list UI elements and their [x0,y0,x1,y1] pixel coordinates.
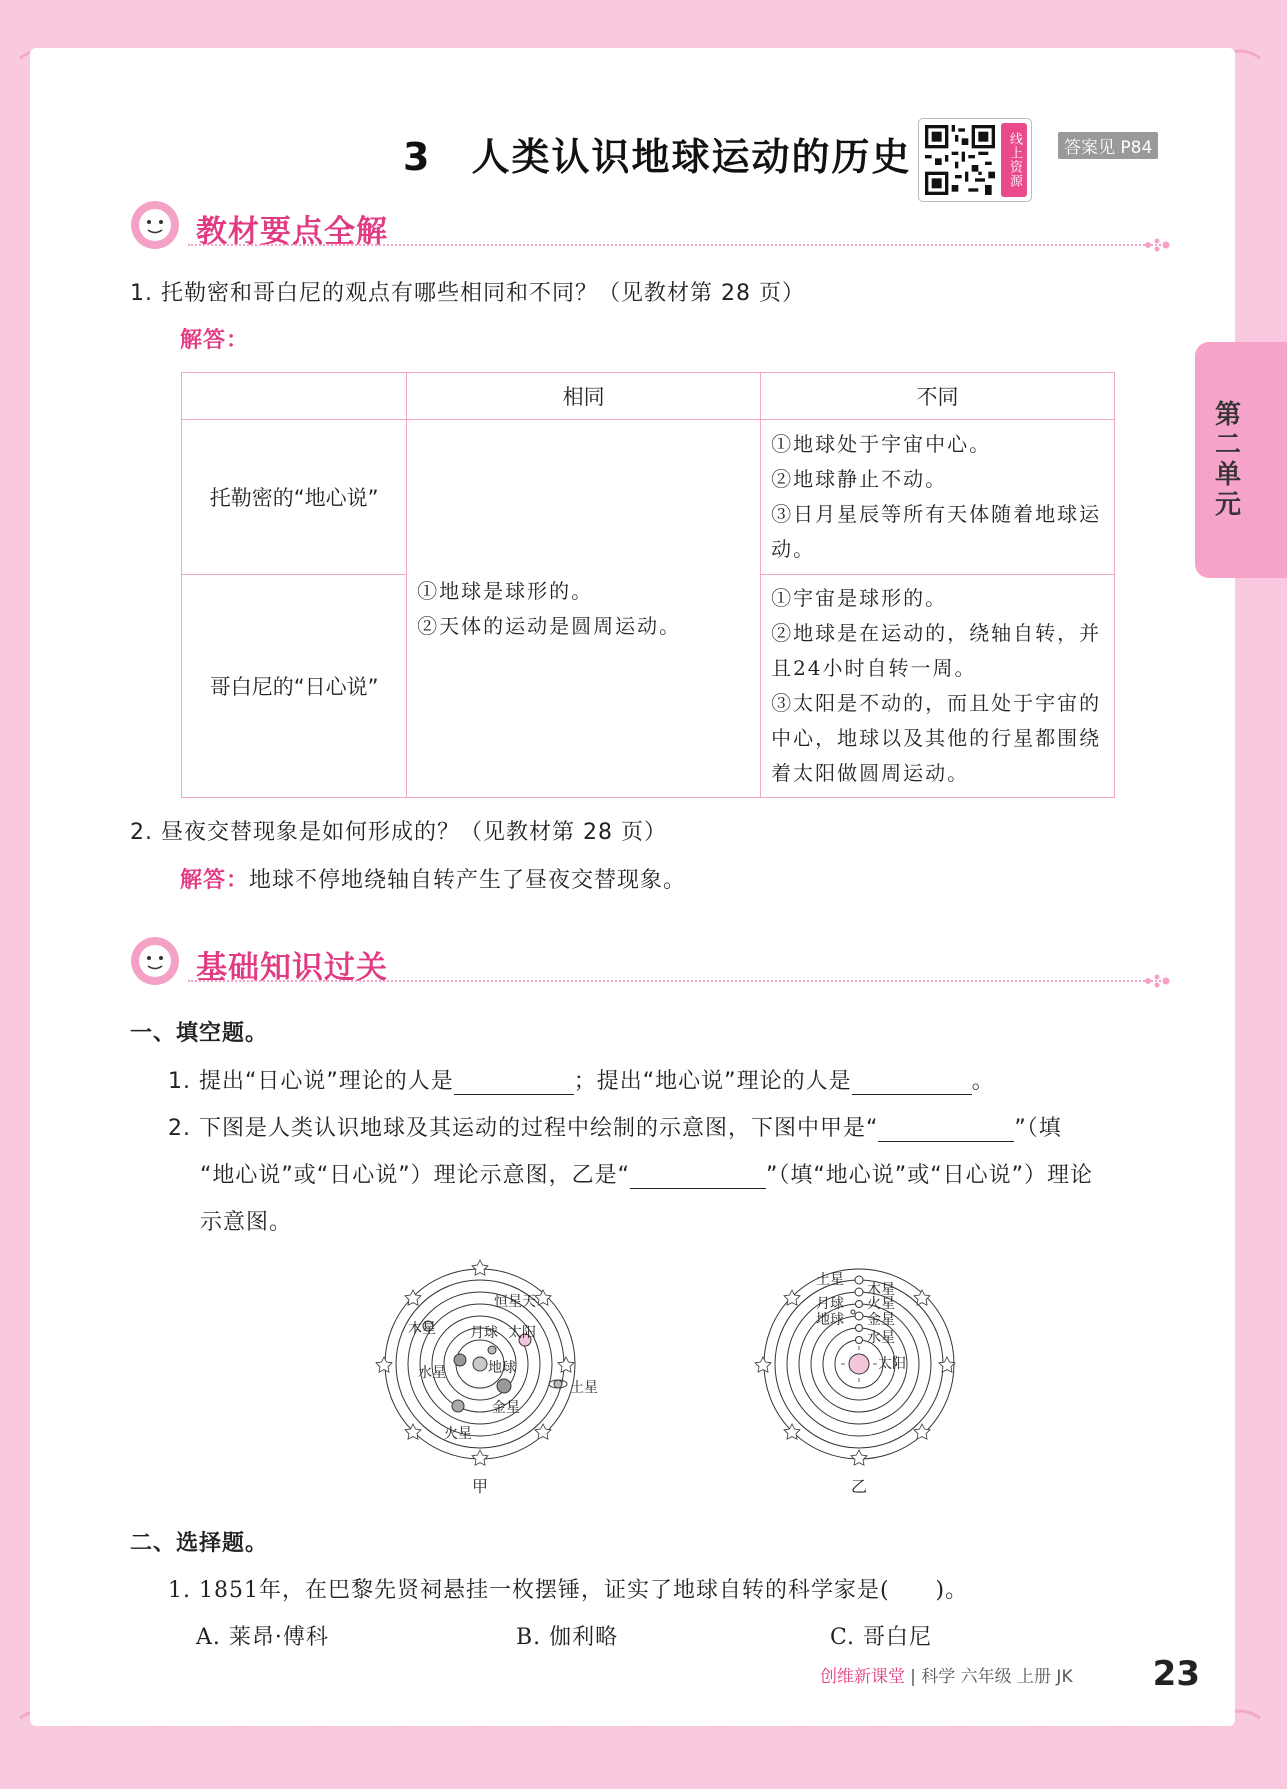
diff-item: ②地球静止不动。 [771,467,948,491]
label-jupiter: 木星 [867,1282,895,1298]
label-jupiter: 木星 [408,1321,436,1337]
question-2: 2. 昼夜交替现象是如何形成的？（见教材第 28 页） [130,820,667,845]
question-1: 1. 托勒密和哥白尼的观点有哪些相同和不同？（见教材第 28 页） [130,281,805,306]
diagram-yi [754,1254,964,1504]
cell-diff-geocentric [761,420,1115,575]
fill-2-text-b: ”（填 [1014,1116,1062,1141]
fill-2-text-c: “地心说”或“日心说”）理论示意图，乙是“ [200,1163,630,1188]
section-title-key-points: 教材要点全解 [196,214,388,250]
fill-question-2-line2 [200,1158,1093,1189]
answer-2 [180,863,686,894]
cell-same [407,420,761,798]
table-header-same: 相同 [407,373,761,420]
qr-resource[interactable] [918,118,1032,202]
dots-decoration-icon [1142,236,1172,254]
diff-item: ②地球是在运动的，绕轴自转，并且24小时自转一周。 [771,621,1102,680]
label-venus: 金星 [492,1400,520,1416]
label-mars: 火星 [444,1426,472,1442]
fill-2-text-d: ”（填“地心说”或“日心说”）理论 [766,1163,1093,1188]
page-footer [820,1654,1200,1702]
same-item: ②天体的运动是圆周运动。 [417,613,682,638]
section-title-basics: 基础知识过关 [196,950,388,986]
table-header-diff: 不同 [761,373,1115,420]
answer-label-1: 解答： [180,328,250,353]
blank-geocentric-proposer[interactable] [852,1070,972,1095]
label-mercury: 水星 [418,1365,446,1381]
footer-brand: 创维新课堂 [820,1667,905,1687]
answer-reference-badge: 答案见 P84 [1058,132,1158,159]
row-label-heliocentric: 哥白尼的“日心说” [182,575,407,798]
label-earth: 地球 [816,1312,844,1328]
blank-heliocentric-proposer[interactable] [454,1070,574,1095]
label-sun: 太阳 [878,1356,906,1372]
label-earth: 地球 [488,1360,516,1376]
answer-2-text: 地球不停地绕轴自转产生了昼夜交替现象。 [249,868,687,893]
model-diagrams [0,1254,1287,1494]
fill-1-text-c: 。 [971,1069,995,1094]
lesson-title: 3 人类认识地球运动的历史 [403,135,912,179]
label-saturn: 土星 [816,1272,844,1288]
diagram-caption-jia: 甲 [471,1477,489,1496]
table-header-empty [182,373,407,420]
qr-tag-label: 线上资源 [1001,123,1027,197]
option-a[interactable]: A. 莱昂·傅科 [196,1625,329,1650]
table-row [182,420,1115,575]
label-sun: 太阳 [508,1325,536,1341]
qr-code-icon [925,125,995,195]
row-label-geocentric: 托勒密的“地心说” [182,420,407,575]
label-mars: 火星 [867,1296,895,1312]
fill-1-text-a: 1. 提出“日心说”理论的人是 [168,1069,454,1094]
label-saturn: 土星 [570,1380,598,1396]
fill-question-2-line1 [168,1111,1062,1142]
part-multiple-choice: 二、选择题。 [130,1531,269,1556]
section-divider [188,980,1168,982]
diff-item: ①地球处于宇宙中心。 [771,432,992,456]
part-fill-blank: 一、填空题。 [130,1021,269,1046]
comparison-table [181,372,1115,798]
title-row [0,118,1287,198]
unit-side-tab-label: 第二单元 [1210,400,1241,520]
label-fixed-stars: 恒星天 [494,1294,536,1310]
section-head-basics [128,934,1168,994]
cell-diff-heliocentric [761,575,1115,798]
dots-decoration-icon [1142,972,1172,990]
diff-item: ③日月星辰等所有天体随着地球运动。 [771,502,1102,561]
diff-item: ①宇宙是球形的。 [771,586,948,610]
option-b[interactable]: B. 伽利略 [516,1625,619,1650]
choice-question-1: 1. 1851年，在巴黎先贤祠悬挂一枚摆锤，证实了地球自转的科学家是( )。 [168,1578,969,1603]
section-head-key-points [128,198,1168,258]
blank-jia-theory[interactable] [878,1117,1014,1142]
mascot-icon [128,198,186,252]
diagram-jia [380,1254,598,1504]
section-divider [188,244,1168,246]
diff-item: ③太阳是不动的，而且处于宇宙的中心，地球以及其他的行星都围绕着太阳做圆周运动。 [771,691,1102,785]
option-c[interactable]: C. 哥白尼 [830,1625,933,1650]
fill-question-2-line3: 示意图。 [200,1210,293,1235]
diagram-caption-yi: 乙 [850,1477,868,1496]
blank-yi-theory[interactable] [630,1164,766,1189]
label-moon: 月球 [470,1325,498,1341]
table-header-row [182,373,1115,420]
fill-2-text-a: 2. 下图是人类认识地球及其运动的过程中绘制的示意图，下图中甲是“ [168,1116,879,1141]
label-moon: 月球 [816,1296,844,1312]
same-item: ①地球是球形的。 [417,578,594,603]
label-venus: 金星 [867,1312,895,1328]
answer-label-2: 解答： [180,868,250,893]
fill-question-1 [168,1064,995,1095]
page-number: 23 [1152,1654,1200,1694]
fill-1-text-b: ；提出“地心说”理论的人是 [573,1069,852,1094]
label-mercury: 水星 [867,1330,895,1346]
mascot-icon [128,934,186,988]
unit-side-tab [1195,342,1287,578]
footer-subtitle: | 科学 六年级 上册 JK [910,1667,1073,1687]
